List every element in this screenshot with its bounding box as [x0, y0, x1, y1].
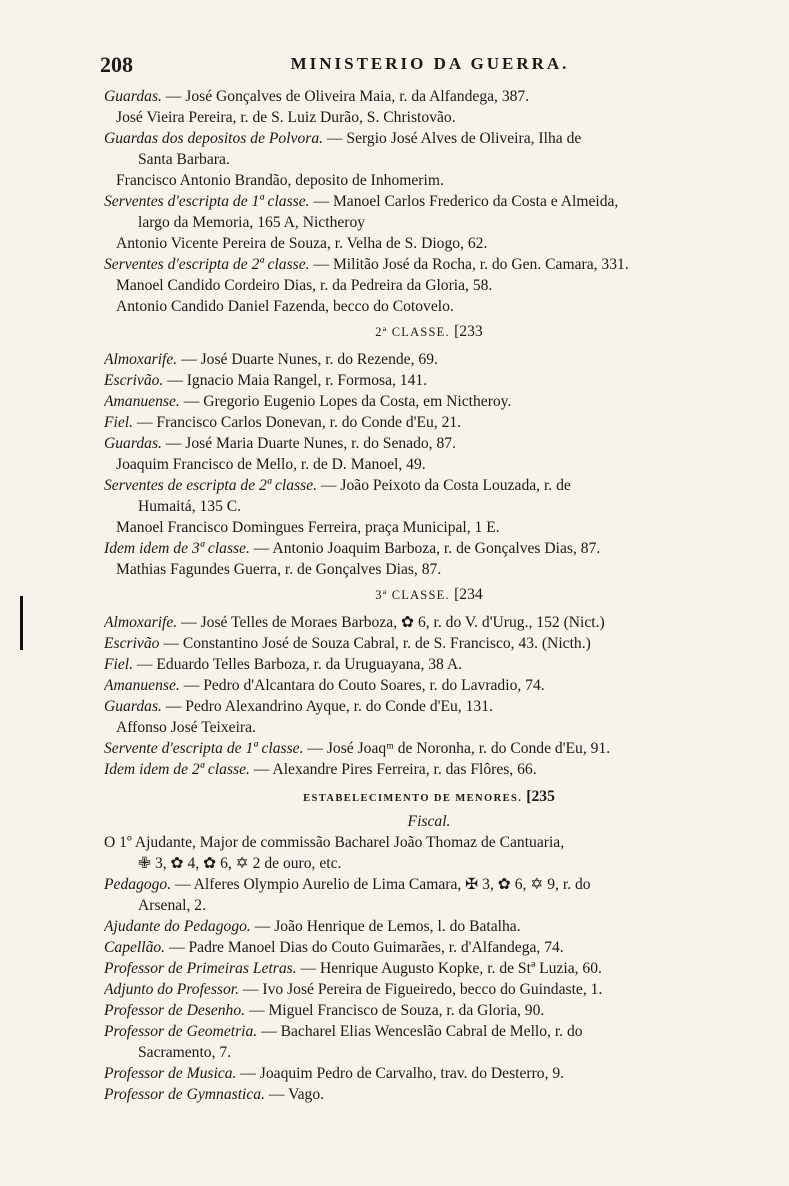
entry-text: — Antonio Joaquim Barboza, r. de Gonçalves Dias, 87.	[249, 540, 601, 557]
entry-role: Almoxarife.	[104, 614, 178, 631]
entry-line	[104, 349, 754, 370]
entry-role: Idem idem de 3ª classe.	[104, 540, 250, 557]
entry-text: — José Telles de Moraes Barboza, ✿ 6, r. do V. d'Urug., 152 (Nict.)	[177, 614, 605, 631]
entry-role: Serventes d'escripta de 2ª classe.	[104, 256, 310, 273]
entry-text: Affonso José Teixeira.	[116, 719, 256, 736]
section-2a-classe	[104, 349, 754, 580]
entry-role: Almoxarife.	[104, 351, 178, 368]
section-title: 3ª CLASSE.	[375, 588, 450, 602]
entry-text: — Francisco Carlos Donevan, r. do Conde d'Eu, 21.	[133, 414, 462, 431]
entry-text: O 1º Ajudante, Major de commissão Bacharel João Thomaz de Cantuaria,	[104, 834, 565, 851]
entry-text: — Joaquim Pedro de Carvalho, trav. do Desterro, 9.	[236, 1065, 565, 1082]
entry-line	[104, 559, 754, 580]
entry-text: largo da Memoria, 165 A, Nictheroy	[138, 214, 366, 231]
section-staff-list	[104, 86, 754, 317]
entry-role: Ajudante do Pedagogo.	[104, 918, 251, 935]
entry-line	[104, 496, 754, 517]
section-ref: [234	[454, 586, 483, 603]
entry-text: — João Henrique de Lemos, l. do Batalha.	[250, 918, 521, 935]
section-ref: [235	[526, 788, 555, 805]
entry-role: Fiel.	[104, 656, 134, 673]
entry-line	[104, 296, 754, 317]
entry-text: — João Peixoto da Costa Louzada, r. de	[317, 477, 571, 494]
entry-text: — Sergio José Alves de Oliveira, Ilha de	[323, 130, 582, 147]
entry-text: — José Gonçalves de Oliveira Maia, r. da Alfandega, 387.	[161, 88, 530, 105]
entry-role: Serventes de escripta de 2ª classe.	[104, 477, 318, 494]
entry-line	[104, 391, 754, 412]
entry-text: — Ivo José Pereira de Figueiredo, becco do Guindaste, 1.	[239, 981, 603, 998]
section-heading-2a-classe	[104, 317, 754, 349]
entry-line	[104, 538, 754, 559]
entry-text: Joaquim Francisco de Mello, r. de D. Manoel, 49.	[116, 456, 426, 473]
running-title: MINISTERIO DA GUERRA.	[290, 54, 570, 73]
entry-text: Antonio Candido Daniel Fazenda, becco do Cotovelo.	[116, 298, 454, 315]
entry-text: — Militão José da Rocha, r. do Gen. Camara, 331.	[309, 256, 629, 273]
entry-text: — Pedro Alexandrino Ayque, r. do Conde d'Eu, 131.	[161, 698, 493, 715]
section-3a-classe	[104, 612, 754, 780]
entry-text: Arsenal, 2.	[138, 897, 206, 914]
entry-line	[104, 738, 754, 759]
entry-role: Professor de Gymnastica.	[104, 1086, 265, 1103]
entry-line	[104, 412, 754, 433]
entry-role: Amanuense.	[104, 677, 180, 694]
entry-line	[104, 633, 754, 654]
entry-text: — Miguel Francisco de Souza, r. da Gloria, 90.	[245, 1002, 545, 1019]
entry-line	[104, 612, 754, 633]
entry-role: Guardas.	[104, 698, 162, 715]
entry-line	[104, 475, 754, 496]
entry-role: Serventes d'escripta de 1ª classe.	[104, 193, 310, 210]
entry-text: Humaitá, 135 C.	[138, 498, 242, 515]
entry-text: — José Joaqᵐ de Noronha, r. do Conde d'Eu, 91.	[303, 740, 611, 757]
entry-line	[104, 191, 754, 212]
entry-text: José Vieira Pereira, r. de S. Luiz Durão, S. Christovão.	[116, 109, 456, 126]
entry-text: — José Maria Duarte Nunes, r. do Senado, 87.	[161, 435, 456, 452]
entry-role: Professor de Musica.	[104, 1065, 237, 1082]
entry-line	[104, 149, 754, 170]
section-title: ESTABELECIMENTO DE MENORES.	[303, 793, 523, 804]
entry-line	[104, 1042, 754, 1063]
entry-line	[104, 759, 754, 780]
entry-line	[104, 233, 754, 254]
entry-text: — Alferes Olympio Aurelio de Lima Camara, ✠ 3, ✿ 6, ✡ 9, r. do	[171, 876, 591, 893]
entry-text: — Ignacio Maia Rangel, r. Formosa, 141.	[163, 372, 428, 389]
entry-role: Idem idem de 2ª classe.	[104, 761, 250, 778]
entry-text: Manoel Candido Cordeiro Dias, r. da Pedreira da Gloria, 58.	[116, 277, 493, 294]
entry-role: Professor de Primeiras Letras.	[104, 960, 297, 977]
section-ref: [233	[454, 323, 483, 340]
entry-line	[104, 517, 754, 538]
entry-line	[104, 86, 754, 107]
entry-line	[104, 654, 754, 675]
entry-line	[104, 696, 754, 717]
entry-text: — Alexandre Pires Ferreira, r. das Flôres, 66.	[249, 761, 537, 778]
entry-line	[104, 937, 754, 958]
section-heading-3a-classe	[104, 580, 754, 612]
margin-mark	[20, 596, 23, 650]
entry-line	[104, 212, 754, 233]
section-estabelecimento	[104, 832, 754, 1105]
entry-line	[104, 874, 754, 895]
section-subtitle: Fiscal.	[407, 813, 451, 830]
page-number: 208	[100, 52, 133, 77]
entry-line	[104, 433, 754, 454]
entry-line	[104, 853, 754, 874]
entry-role: Servente d'escripta de 1ª classe.	[104, 740, 304, 757]
section-title: 2ª CLASSE.	[375, 325, 450, 339]
entry-line	[104, 454, 754, 475]
entry-text: — Constantino José de Souza Cabral, r. de S. Francisco, 43. (Nicth.)	[159, 635, 591, 652]
entry-text: Mathias Fagundes Guerra, r. de Gonçalves Dias, 87.	[116, 561, 442, 578]
section-heading-estabelecimento	[104, 780, 754, 811]
entry-line	[104, 107, 754, 128]
entry-text: — Bacharel Elias Wenceslão Cabral de Mello, r. do	[257, 1023, 583, 1040]
entry-role: Escrivão.	[104, 372, 164, 389]
entry-text: — Padre Manoel Dias do Couto Guimarães, r. d'Alfandega, 74.	[165, 939, 564, 956]
entry-text: — Pedro d'Alcantara do Couto Soares, r. do Lavradio, 74.	[179, 677, 545, 694]
entry-text: Manoel Francisco Domingues Ferreira, praça Municipal, 1 E.	[116, 519, 500, 536]
entry-role: Guardas.	[104, 88, 162, 105]
entry-text: — Vago.	[264, 1086, 325, 1103]
entry-line	[104, 1021, 754, 1042]
entry-line	[104, 370, 754, 391]
entry-line	[104, 1084, 754, 1105]
entry-text: — Manoel Carlos Frederico da Costa e Almeida,	[309, 193, 619, 210]
entry-line	[104, 832, 754, 853]
entry-role: Pedagogo.	[104, 876, 172, 893]
entry-role: Escrivão	[104, 635, 160, 652]
entry-line	[104, 128, 754, 149]
page-header	[100, 52, 760, 78]
entry-line	[104, 717, 754, 738]
entry-line	[104, 1000, 754, 1021]
entry-role: Guardas.	[104, 435, 162, 452]
entry-line	[104, 979, 754, 1000]
entry-text: ✙ 3, ✿ 4, ✿ 6, ✡ 2 de ouro, etc.	[138, 855, 342, 872]
entry-line	[104, 958, 754, 979]
entry-line	[104, 916, 754, 937]
entry-line	[104, 275, 754, 296]
entry-role: Amanuense.	[104, 393, 180, 410]
entry-role: Professor de Geometria.	[104, 1023, 258, 1040]
entry-text: — Eduardo Telles Barboza, r. da Uruguayana, 38 A.	[133, 656, 463, 673]
entry-text: Francisco Antonio Brandão, deposito de Inhomerim.	[116, 172, 444, 189]
entry-role: Guardas dos depositos de Polvora.	[104, 130, 324, 147]
page-body	[104, 86, 754, 1105]
entry-line	[104, 254, 754, 275]
entry-line	[104, 675, 754, 696]
entry-line	[104, 1063, 754, 1084]
entry-role: Adjunto do Professor.	[104, 981, 240, 998]
entry-line	[104, 895, 754, 916]
entry-text: Antonio Vicente Pereira de Souza, r. Velha de S. Diogo, 62.	[116, 235, 488, 252]
entry-text: — Henrique Augusto Kopke, r. de Stª Luzia, 60.	[296, 960, 602, 977]
entry-text: Sacramento, 7.	[138, 1044, 232, 1061]
entry-role: Professor de Desenho.	[104, 1002, 246, 1019]
entry-line	[104, 170, 754, 191]
entry-role: Fiel.	[104, 414, 134, 431]
entry-text: — José Duarte Nunes, r. do Rezende, 69.	[177, 351, 438, 368]
entry-text: — Gregorio Eugenio Lopes da Costa, em Nictheroy.	[179, 393, 512, 410]
entry-role: Capellão.	[104, 939, 166, 956]
entry-text: Santa Barbara.	[138, 151, 230, 168]
